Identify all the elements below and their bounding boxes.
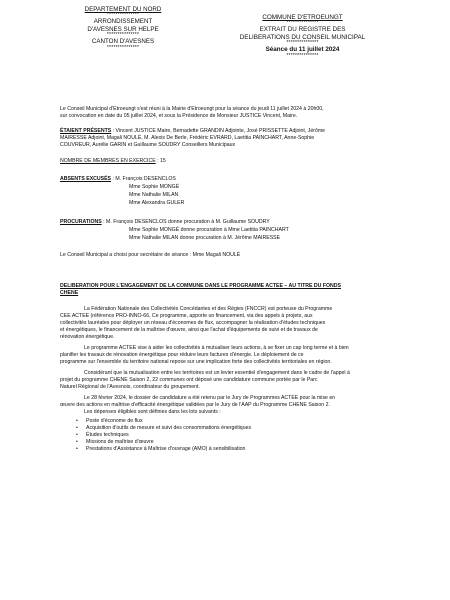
absents-line bbox=[60, 176, 176, 183]
secretary-line: Le Conseil Municipal a choisi pour secrétaire de séance : Mme Magali NOULÉ bbox=[60, 252, 241, 258]
arrondissement-name: D'AVESNES SUR HELPE bbox=[87, 25, 159, 33]
presents-label: ÉTAIENT PRÉSENTS bbox=[60, 128, 112, 134]
body-p1-line: La Fédération Nationale des Collectivités Concédantes et des Régies (FNCCR) est porteuse du Programme bbox=[84, 306, 333, 312]
deliberation-title-2: CHENE bbox=[60, 290, 79, 296]
register-title-1: EXTRAIT DU REGISTRE DES bbox=[259, 26, 346, 34]
list-item: • Acquisition d'outils de mesure et suivi des consommations énergétiques bbox=[76, 425, 251, 432]
procuration-text: : M. François DESENCLOS donne procuration à M. Guillaume SOUDRY bbox=[101, 219, 270, 225]
procurations-line-3: Mme Nathalie MILAN donne procuration à M. Jérôme MAIRESSE bbox=[129, 235, 281, 241]
separator-stars: *************** bbox=[106, 32, 140, 39]
absents-label: ABSENTS EXCUSÉS bbox=[60, 176, 112, 182]
body-p2-line: programme sur l'ensemble du territoire national repose sur une implication forte des collectivités territoriales en région. bbox=[60, 359, 332, 365]
register-title-2: DELIBERATIONS DU CONSEIL MUNICIPAL bbox=[239, 33, 366, 41]
body-p4-line: Le 28 février 2024, le dossier de candidature a été retenu par le Jury de Programmes ACTEE pour la mise en bbox=[84, 395, 336, 401]
body-p3-line: projet du programme CHENE Saison 2, 22 communes ont déposé une candidature commune portée par le Parc bbox=[60, 377, 318, 383]
deliberation-title-1: DELIBERATION POUR L'ENGAGEMENT DE LA COMMUNE DANS LE PROGRAMME ACTEE – AU TITRE DU FONDS bbox=[60, 283, 341, 289]
list-item: • Missions de maîtrise d'œuvre bbox=[76, 439, 251, 446]
eligible-list bbox=[76, 418, 251, 453]
session-date: Séance du 11 juillet 2024 bbox=[265, 46, 340, 54]
list-item: • Poste d'économe de flux bbox=[76, 418, 251, 425]
arrondissement-label: ARRONDISSEMENT bbox=[93, 18, 153, 26]
presents-line-3: COUVREUR, Aurélie GARIN et Guillaume SOUDRY Conseillers Municipaux bbox=[60, 142, 236, 148]
members-label: NOMBRE DE MEMBRES EN EXERCICE bbox=[60, 158, 156, 164]
separator-stars: *************** bbox=[106, 12, 140, 19]
header-right bbox=[225, 14, 380, 59]
separator-stars: *************** bbox=[106, 44, 140, 51]
presents-line-2: MAIRESSE Adjoint, Magali NOULÉ, M. Alexis De Berle, Frédéric EVRARD, Laetitia PAINCHART, Anne-Sophie bbox=[60, 135, 315, 141]
list-item: • Prestations d'Assistance à Maîtrise d'ouvrage (AMO) à sensibilisation bbox=[76, 446, 251, 453]
procurations-line-1 bbox=[60, 219, 270, 226]
separator-stars: *************** bbox=[286, 52, 319, 59]
intro-line-2: sur convocation en date du 05 juillet 2024, et sous la Présidence de Monsieur JUSTICE Vincent, Maire. bbox=[60, 113, 298, 119]
department-name: DEPARTEMENT DU NORD bbox=[84, 6, 162, 13]
absent-first: : M. François DESENCLOS bbox=[111, 176, 176, 182]
body-p1-line: CEE ACTEE (référence PRO-INNO-66. Ce programme, apporte un financement, via des appels à projets, aux bbox=[60, 313, 313, 319]
body-p2-line: planifier les travaux de rénovation énergétique pour réduire leurs factures d'énergie. Le déploiement de ce bbox=[60, 352, 304, 358]
body-p4-line: œuvre des actions en maîtrise d'efficacité énergétique validées par le Jury de l'AAP du Programme CHENE Saison 2. bbox=[60, 402, 330, 408]
members-value: : 15 bbox=[155, 158, 166, 164]
body-p5-line: Les dépenses éligibles sont définies dans les lots suivants : bbox=[84, 409, 221, 415]
absent-item: Mme Alexandra GULER bbox=[129, 200, 185, 206]
members-count bbox=[60, 158, 166, 165]
body-p3-line: Considérant que la mutualisation entre les territoires est un levier essentiel d'engagement dans le cadre de l'appel à bbox=[84, 370, 350, 376]
list-item: • Études techniques bbox=[76, 432, 251, 439]
body-p1-line: rénovation énergétique. bbox=[60, 334, 115, 340]
commune-name: COMMUNE D'ETROEUNGT bbox=[262, 14, 343, 21]
absent-item: Mme Sophie MONGÉ bbox=[129, 184, 180, 190]
presents-text: : Vincent JUSTICE Maire, Bernadette GRANDIN Adjointe, José PRISSETTE Adjoint, Jérôme bbox=[111, 128, 326, 134]
separator-stars: *************** bbox=[286, 20, 319, 27]
absent-item: Mme Nathalie MILAN bbox=[129, 192, 179, 198]
presents-line-1 bbox=[60, 128, 325, 135]
separator-stars: *************** bbox=[286, 40, 319, 47]
intro-line-1: Le Conseil Municipal d'Etroeungt s'est réuni à la Mairie d'Etroeungt pour la séance du jeudi 11 juillet 2024 à 20h00, bbox=[60, 106, 324, 112]
procurations-label: PROCURATIONS bbox=[60, 219, 102, 225]
body-p3-line: Naturel Régional de l'Avesnois, coordinateur du groupement. bbox=[60, 384, 200, 390]
body-p2-line: Le programme ACTEE vise à aider les collectivités à mutualiser leurs actions, à se fixer un cap long terme et à bien bbox=[84, 345, 349, 351]
body-p1-line: et énergétiques, le financement de la maîtrise d'œuvre, ainsi que l'achat d'équipements de suivi et de travaux de bbox=[60, 327, 318, 333]
canton-name: CANTON D'AVESNES bbox=[91, 38, 155, 46]
body-p1-line: collectivités lauréates pour déployer un réseau d'économes de flux, accompagner la réalisation d'études techniques bbox=[60, 320, 326, 326]
header-left bbox=[58, 6, 188, 51]
procurations-line-2: Mme Sophie MONGÉ donne procuration à Mme Laetitia PAINCHART bbox=[129, 227, 289, 233]
